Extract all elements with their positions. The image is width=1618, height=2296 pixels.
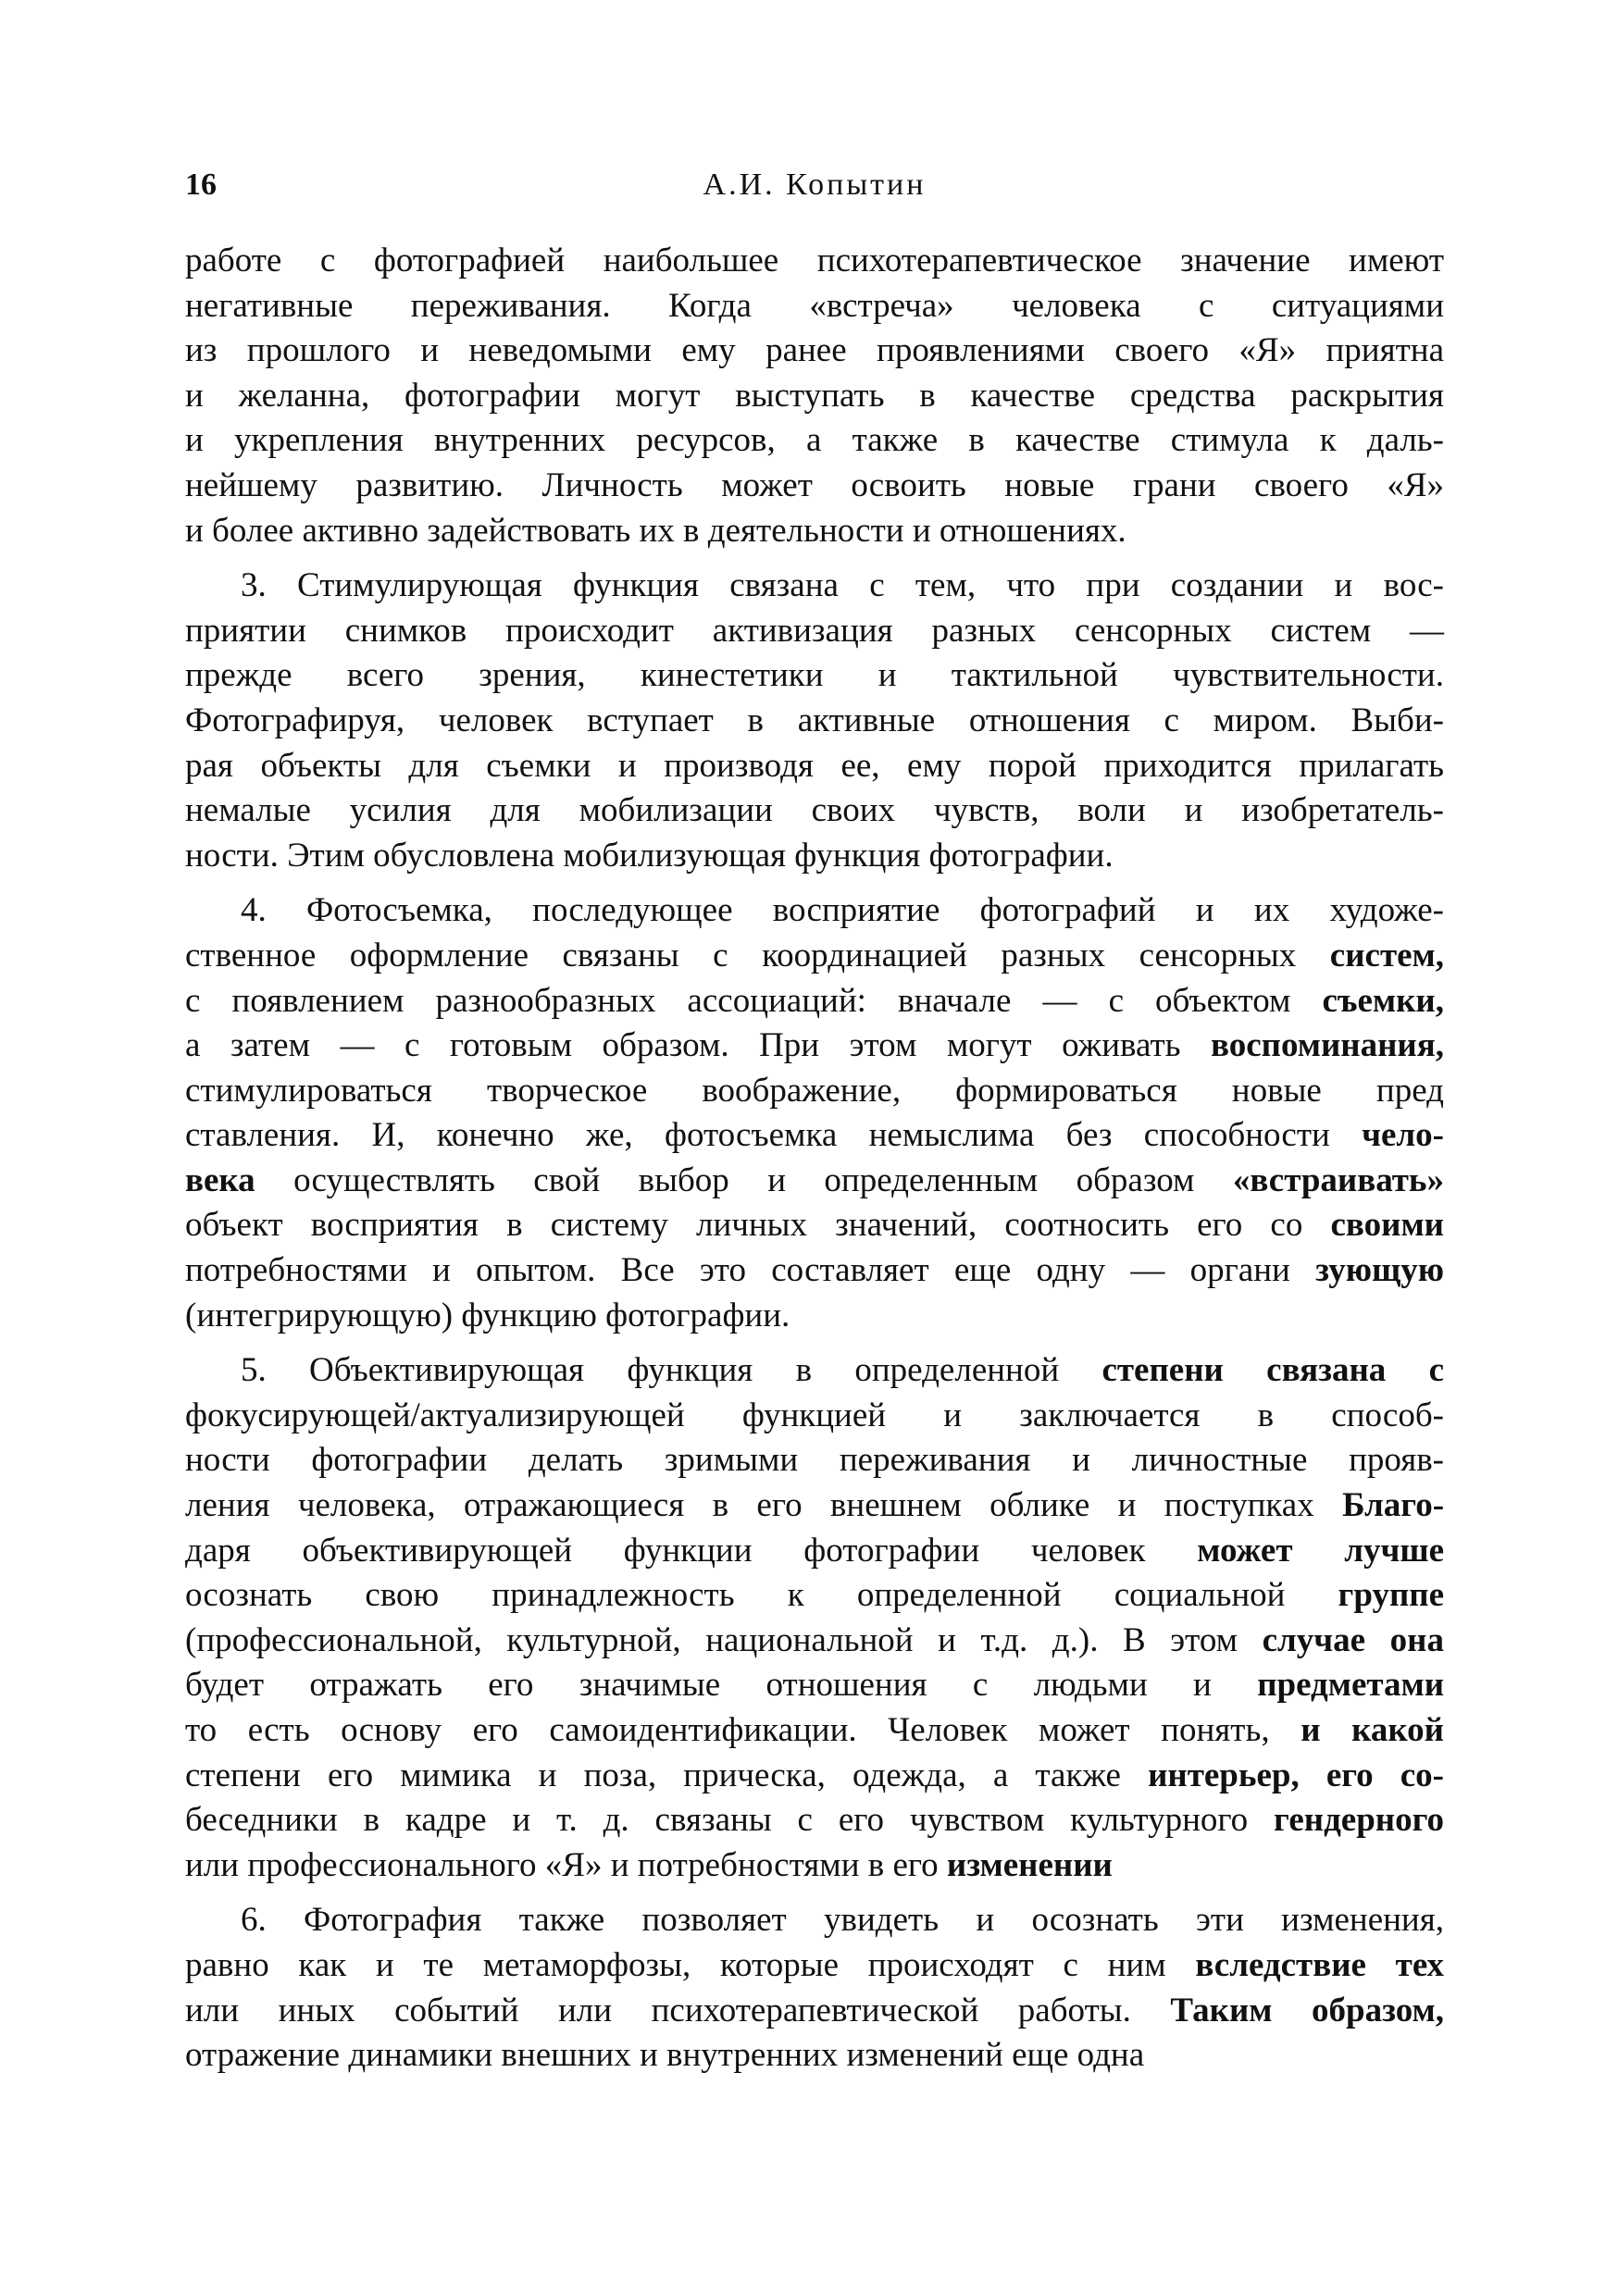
text-line (185, 1798, 1444, 1843)
bold-fragment: воспоминания, (1211, 1026, 1445, 1065)
text-fragment: или профессионального «Я» и потребностями в его (185, 1845, 939, 1884)
page-number: 16 (185, 168, 217, 202)
text-fragment: равно как и те метаморфозы, которые происходят с ним (185, 1945, 1166, 1984)
text-fragment: степени его мимика и поза, прическа, одежда, а также (185, 1756, 1121, 1794)
text-line (185, 418, 1444, 464)
text-line (185, 934, 1444, 979)
text-line (185, 2033, 1444, 2079)
text-fragment: стимулироваться творческое воображение, формироваться новые пред (185, 1071, 1444, 1110)
text-fragment: рая объекты для съемки и производя ее, ему порой приходится прилагать (185, 746, 1444, 785)
text-fragment: 4. Фотосъемка, последующее восприятие фотографий и их художе- (241, 891, 1444, 930)
text-line (185, 979, 1444, 1024)
text-line (185, 834, 1444, 879)
text-fragment: прежде всего зрения, кинестетики и тактильной чувствительности. (185, 656, 1444, 695)
bold-fragment: изменении (946, 1845, 1113, 1884)
text-line (185, 374, 1444, 419)
text-fragment: и укрепления внутренних ресурсов, а также в качестве стимула к даль- (185, 421, 1444, 460)
text-line (185, 284, 1444, 329)
text-line (185, 888, 1444, 934)
bold-fragment: систем, (1329, 936, 1445, 974)
bold-fragment: чело- (1362, 1116, 1444, 1155)
text-line (185, 1394, 1444, 1439)
text-fragment: 5. Объективирующая функция в определенной (241, 1351, 1060, 1390)
text-fragment: осуществлять свой выбор и определенным образом (293, 1160, 1195, 1199)
text-line (185, 653, 1444, 699)
text-fragment: ности. Этим обусловлена мобилизующая функция фотографии. (185, 836, 1114, 875)
bold-fragment: интерьер, его со- (1148, 1756, 1445, 1794)
text-line (185, 329, 1444, 374)
text-line (185, 239, 1444, 284)
text-fragment: 3. Стимулирующая функция связана с тем, что при создании и вос- (241, 566, 1444, 605)
bold-fragment: и какой (1301, 1711, 1444, 1749)
bold-fragment: Благо- (1342, 1486, 1445, 1525)
bold-fragment: вследствие тех (1195, 1945, 1445, 1984)
text-line (185, 1113, 1444, 1159)
bold-fragment: века (185, 1160, 255, 1199)
text-line (185, 1438, 1444, 1483)
text-line (185, 699, 1444, 744)
bold-fragment: предметами (1257, 1666, 1445, 1705)
bold-fragment: зующую (1315, 1251, 1445, 1290)
text-fragment: с появлением разнообразных ассоциаций: вначале — с объектом (185, 981, 1291, 1020)
text-line (185, 1483, 1444, 1529)
text-line (185, 1159, 1444, 1204)
text-line (185, 1619, 1444, 1664)
text-fragment: Фотографируя, человек вступает в активные отношения с миром. Выби- (185, 701, 1444, 739)
text-fragment: 6. Фотография также позволяет увидеть и осознать эти изменения, (241, 1901, 1444, 1940)
text-line (185, 1943, 1444, 1989)
text-line (185, 509, 1444, 554)
bold-fragment: Таким образом, (1170, 1991, 1444, 2029)
text-line (185, 1024, 1444, 1069)
text-line (185, 1898, 1444, 1943)
text-fragment: будет отражать его значимые отношения с людьми и (185, 1666, 1212, 1705)
text-fragment: негативные переживания. Когда «встреча» человека с ситуациями (185, 286, 1444, 325)
text-fragment: и желанна, фотографии могут выступать в качестве средства раскрытия (185, 376, 1444, 415)
text-fragment: ственное оформление связаны с координацией разных сенсорных (185, 936, 1297, 974)
text-line (185, 1989, 1444, 2034)
text-line (185, 1754, 1444, 1799)
text-fragment: немалые усилия для мобилизации своих чувств, воли и изобретатель- (185, 791, 1444, 830)
text-fragment: из прошлого и неведомыми ему ранее проявлениями своего «Я» приятна (185, 331, 1444, 370)
text-fragment: то есть основу его самоидентификации. Человек может понять, (185, 1711, 1270, 1749)
text-fragment: отражение динамики внешних и внутренних изменений еще одна (185, 2036, 1145, 2075)
bold-fragment: случае она (1262, 1620, 1444, 1659)
text-line (185, 564, 1444, 609)
bold-fragment: группе (1338, 1576, 1444, 1615)
text-fragment: (интегрирующую) функцию фотографии. (185, 1296, 790, 1334)
text-line (185, 1663, 1444, 1708)
text-fragment: потребностями и опытом. Все это составляет еще одну — органи (185, 1251, 1290, 1290)
bold-fragment: съемки, (1322, 981, 1444, 1020)
text-fragment: осознать свою принадлежность к определенной социальной (185, 1576, 1286, 1615)
bold-fragment: может лучше (1197, 1531, 1445, 1570)
text-line (185, 1069, 1444, 1114)
bold-fragment: своими (1330, 1206, 1444, 1245)
text-fragment: ления человека, отражающиеся в его внешнем облике и поступках (185, 1486, 1314, 1525)
text-line (185, 1294, 1444, 1339)
text-fragment: и более активно задействовать их в деятельности и отношениях. (185, 511, 1126, 550)
text-fragment: фокусирующей/актуализирующей функцией и заключается в способ- (185, 1396, 1444, 1434)
text-fragment: ставления. И, конечно же, фотосъемка немыслима без способности (185, 1116, 1330, 1155)
text-fragment: даря объективирующей функции фотографии человек (185, 1531, 1146, 1570)
text-line (185, 1529, 1444, 1574)
text-fragment: (профессиональной, культурной, национальной и т.д. д.). В этом (185, 1620, 1238, 1659)
text-line (185, 1708, 1444, 1754)
text-fragment: нейшему развитию. Личность может освоить новые грани своего «Я» (185, 465, 1444, 504)
text-fragment: или иных событий или психотерапевтической работы. (185, 1991, 1131, 2029)
text-fragment: беседники в кадре и т. д. связаны с его чувством культурного (185, 1801, 1249, 1840)
running-head-author: А.И. Копытин (703, 168, 927, 202)
bold-fragment: «встраивать» (1232, 1160, 1445, 1199)
bold-fragment: степени связана с (1101, 1351, 1444, 1390)
text-fragment: приятии снимков происходит активизация разных сенсорных систем — (185, 611, 1444, 650)
page-header (185, 169, 1444, 216)
text-line (185, 464, 1444, 509)
body-text (185, 239, 1444, 2079)
text-line (185, 609, 1444, 654)
text-line (185, 788, 1444, 834)
text-line (185, 1203, 1444, 1248)
text-line (185, 1348, 1444, 1394)
text-line (185, 1843, 1444, 1889)
text-line (185, 744, 1444, 789)
text-line (185, 1248, 1444, 1294)
text-fragment: объект восприятия в систему личных значений, соотносить его со (185, 1206, 1303, 1245)
text-fragment: а затем — с готовым образом. При этом могут оживать (185, 1026, 1181, 1065)
text-fragment: работе с фотографией наибольшее психотерапевтическое значение имеют (185, 242, 1444, 279)
text-fragment: ности фотографии делать зримыми переживания и личностные прояв- (185, 1441, 1444, 1480)
text-line (185, 1573, 1444, 1619)
bold-fragment: гендерного (1274, 1801, 1445, 1840)
